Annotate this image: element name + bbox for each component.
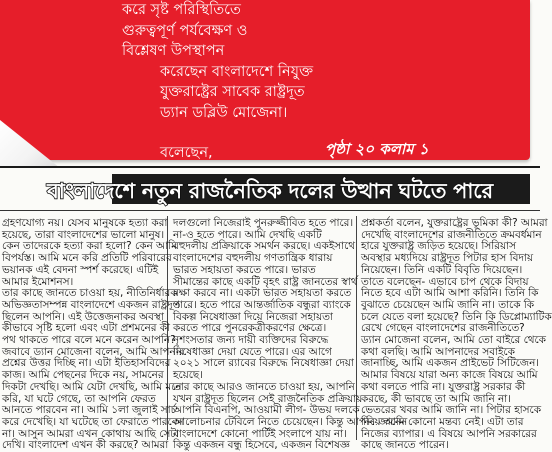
text-line: বাংলাদেশের বহুদলীয় গণতান্ত্রিক ধারায়	[173, 252, 333, 265]
text-line: বহুদলীয় প্রক্রিয়াকে সমর্থন করছে। একইসাথে	[173, 240, 356, 253]
text-line: দলগুলো নিজেরাই পুনরুজ্জীবিত হতে পারে।	[173, 217, 354, 229]
text-line: কাছে জানতে পারেন।	[361, 439, 449, 452]
text-line: আমার ইমোশনস।	[2, 275, 74, 288]
text-line: কথা বলছি। আমি আপনাদের সবাইকে	[361, 345, 515, 358]
article-column-3	[361, 217, 552, 452]
text-line: অবস্থার মধ্যদিয়ে রাষ্ট্রদূত পিটার হাস বিদায়	[361, 252, 533, 265]
headline: বাংলাদেশে নতুন রাজনৈতিক দলের উত্থান ঘটতে পারে	[47, 179, 493, 203]
text-line: কীভাবে সৃষ্টি হলো এবং এটা প্রশমনের কী	[2, 322, 170, 335]
text-line: বিকল্প নিষেধাজ্ঞা দিয়ে নিজেরা সহায়তা	[173, 310, 333, 323]
text-line: চলে যেতে বলা হয়েছে? তিনি কি ডিপ্লোম্যাটিক	[361, 310, 552, 323]
text-line: দেখেছি বাংলাদেশের রাজনীতিতে ক্রমবর্ধমান	[361, 228, 542, 241]
text-line: প্রশ্নকর্তা বলেন, যুক্তরাষ্ট্রের ভূমিকা কী? আমরা	[361, 217, 548, 229]
text-line: হয়েছে।	[173, 369, 203, 382]
text-line: ভয়ানক এই বেদনা স্পর্শ করেছে। এটিই	[2, 263, 159, 276]
teaser-page-reference: পৃষ্ঠা ২০ কলাম ১	[325, 140, 429, 158]
text-line: না। আসুন আমরা এখন কোথায় আছি সেটা	[2, 427, 179, 440]
text-line: নিতে হবে এটা আমি আশা করিনি। তিনি কি	[361, 287, 539, 300]
article-column-1	[2, 217, 185, 452]
text-line: আপনি বিএনপি, আওয়ামী লীগ- উভয় দলকে	[173, 404, 360, 417]
text-line: হারে যুক্তরাষ্ট্র জড়িত হয়েছে। সিরিয়াস	[361, 240, 516, 253]
text-line: দিকটা দেখছি। আমি যেটা দেখছি, আমি মনে	[2, 380, 182, 393]
text-line: আনতে পারবেন না। আমি ১লা জুলাই সার্চ	[2, 404, 177, 417]
text-line: অভিজ্ঞতাসম্পন্ন বাংলাদেশে একজন রাষ্ট্রদূত	[2, 298, 181, 311]
teaser-line: করে সৃষ্ট পরিস্থিতিতে	[122, 2, 241, 18]
text-line: নিষেধাজ্ঞা দেয়া যেতে পারে। এর আগে	[173, 345, 332, 358]
text-line: ছিলেন আপনি। এই উত্তেজনাকর অবস্থা	[2, 310, 164, 323]
text-line: নিয়েছেন। তিনি একটি বিবৃতি দিয়েছেন।	[361, 263, 523, 276]
text-line: রক্ষা করবে না। একটা ভারত সহায়তা করতে	[173, 287, 352, 300]
text-line: বাংলাদেশে কোনো পার্টিই সংলাপে যায় না।	[173, 427, 347, 440]
text-line: প্রশ্নের উত্তর দিচ্ছি না। এটা ইতিহাসবিদের	[2, 357, 171, 370]
text-line: না-ও হতে পারে। আমি দেখছি একটি	[173, 228, 322, 241]
teaser-byline: বলেছেন,	[160, 145, 213, 161]
text-line: আলোচনার টেবিলে নিতে চেয়েছেন। কিন্তু আপনি জানেন	[173, 415, 408, 428]
text-line: কথা বলতে পারি না। যুক্তরাষ্ট্র সরকার কী	[361, 380, 526, 393]
text-line: সীমান্তের কাছে একটি বৃহৎ রাষ্ট্র জানতের স্বার্থ	[173, 275, 358, 288]
text-line: তার কাছে জানতে চাওয়া হয়, নীতিনির্ধারক	[2, 287, 178, 300]
text-line: গ্রহণযোগ্য নয়। যেসব মানুষকে হত্যা করা	[2, 217, 168, 229]
text-line: কেন তাদেরকে হত্যা করা হলো? কেন আমি	[2, 240, 177, 253]
text-line: করে দেখেছি। যা ঘটেছে তা ফেরাতে পারবেন	[2, 415, 184, 428]
text-line: ভারত সহায়তা করতে পারে। ভারত	[173, 263, 316, 276]
text-line: রেখে গেছেন বাংলাদেশের রাজনীতিতে?	[361, 322, 525, 335]
text-line: করছে, কী ভাবছে তা আমি জানি না।	[361, 392, 511, 405]
text-line: তাতে বলেছেন- এভাবে চাপ থেকে বিদায়	[361, 275, 529, 288]
text-line: বুঝাতে চেয়েছেন আমি জানি না। তাকে কি	[361, 298, 535, 311]
text-line: পারে। হতে পারে আন্তর্জাতিক বন্ধুরা ব্যাংকে	[173, 298, 351, 311]
text-line: বিপর্যস্ত। আমি মনে করি প্রতিটি পরিবারের	[2, 252, 172, 265]
teaser-line: ড্যান ডব্লিউ মোজেনা।	[160, 104, 288, 121]
text-line: কাজ। আমি পেছনের দিকে নয়, সামনের	[2, 369, 164, 382]
text-line: নিয়ে আমি কোনো মন্তব্য নেই। এটা তার	[361, 415, 524, 428]
text-line: করতে পারে পুনরেকত্রীকরণের ক্ষেত্রে।	[173, 322, 327, 335]
text-line: ২০২১ সালে র‌্যাবের বিরুদ্ধে নিষেধাজ্ঞা দেয়া	[173, 357, 354, 370]
text-line: যখন রাষ্ট্রদূত ছিলেন সেই রাজনৈতিক প্রক্রিয়ায়	[173, 392, 363, 405]
headline-section	[0, 166, 540, 214]
text-line: আমার বিষয়ে যারা অন্য কাজে বিষয়ে আমি	[361, 369, 538, 382]
text-line: তার কাছে আরও জানতে চাওয়া হয়, আপনি	[173, 380, 355, 393]
text-line: জবাবে ড্যান মোজেনা বলেন, আমি আপনার	[2, 345, 185, 358]
teaser-text	[122, 0, 522, 123]
teaser-box	[0, 0, 530, 160]
text-line: করি, যা ঘটে গেছে, তা আপনি ফেরত	[2, 392, 156, 405]
teaser-line: গুরুত্বপূর্ণ পর্যবেক্ষণ ও	[122, 22, 248, 39]
text-line: দেখি। বাংলাদেশ এখন কী করছে? আমরা	[2, 439, 169, 452]
text-line: কিন্তু একজন বন্ধু হিসেবে, একজন বিশেষজ্ঞ	[173, 439, 350, 452]
teaser-line: বিশ্লেষণ উপস্থাপন	[122, 43, 225, 59]
text-line: ভেতরের খবর আমি জানি না। পিটার হাসকে	[361, 404, 541, 417]
text-line: পথ থাকতে পারে বলে মনে করেন আপনি?	[2, 334, 176, 347]
text-line: ড্যান মোজেনা বলেন, আমি তো বাইরে থেকে	[361, 334, 546, 347]
headline-rule	[0, 210, 540, 211]
teaser-line: করেছেন বাংলাদেশে নিযুক্ত	[160, 63, 314, 80]
teaser-line: যুক্তরাষ্ট্রের সাবেক রাষ্ট্রদূত	[160, 84, 305, 100]
text-line: নৃশংসতার জন্য দায়ী ব্যক্তিদের বিরুদ্ধে	[173, 334, 329, 347]
text-line: হয়েছে, তারা বাংলাদেশের ভালো মানুষ।	[2, 228, 165, 241]
text-line: জানাচ্ছি, আমি একজন প্রাইভেট সিটিজেন।	[361, 357, 539, 370]
text-line: নিজের ব্যাপার। এ বিষয়ে আপনি সরকারের	[361, 427, 537, 440]
